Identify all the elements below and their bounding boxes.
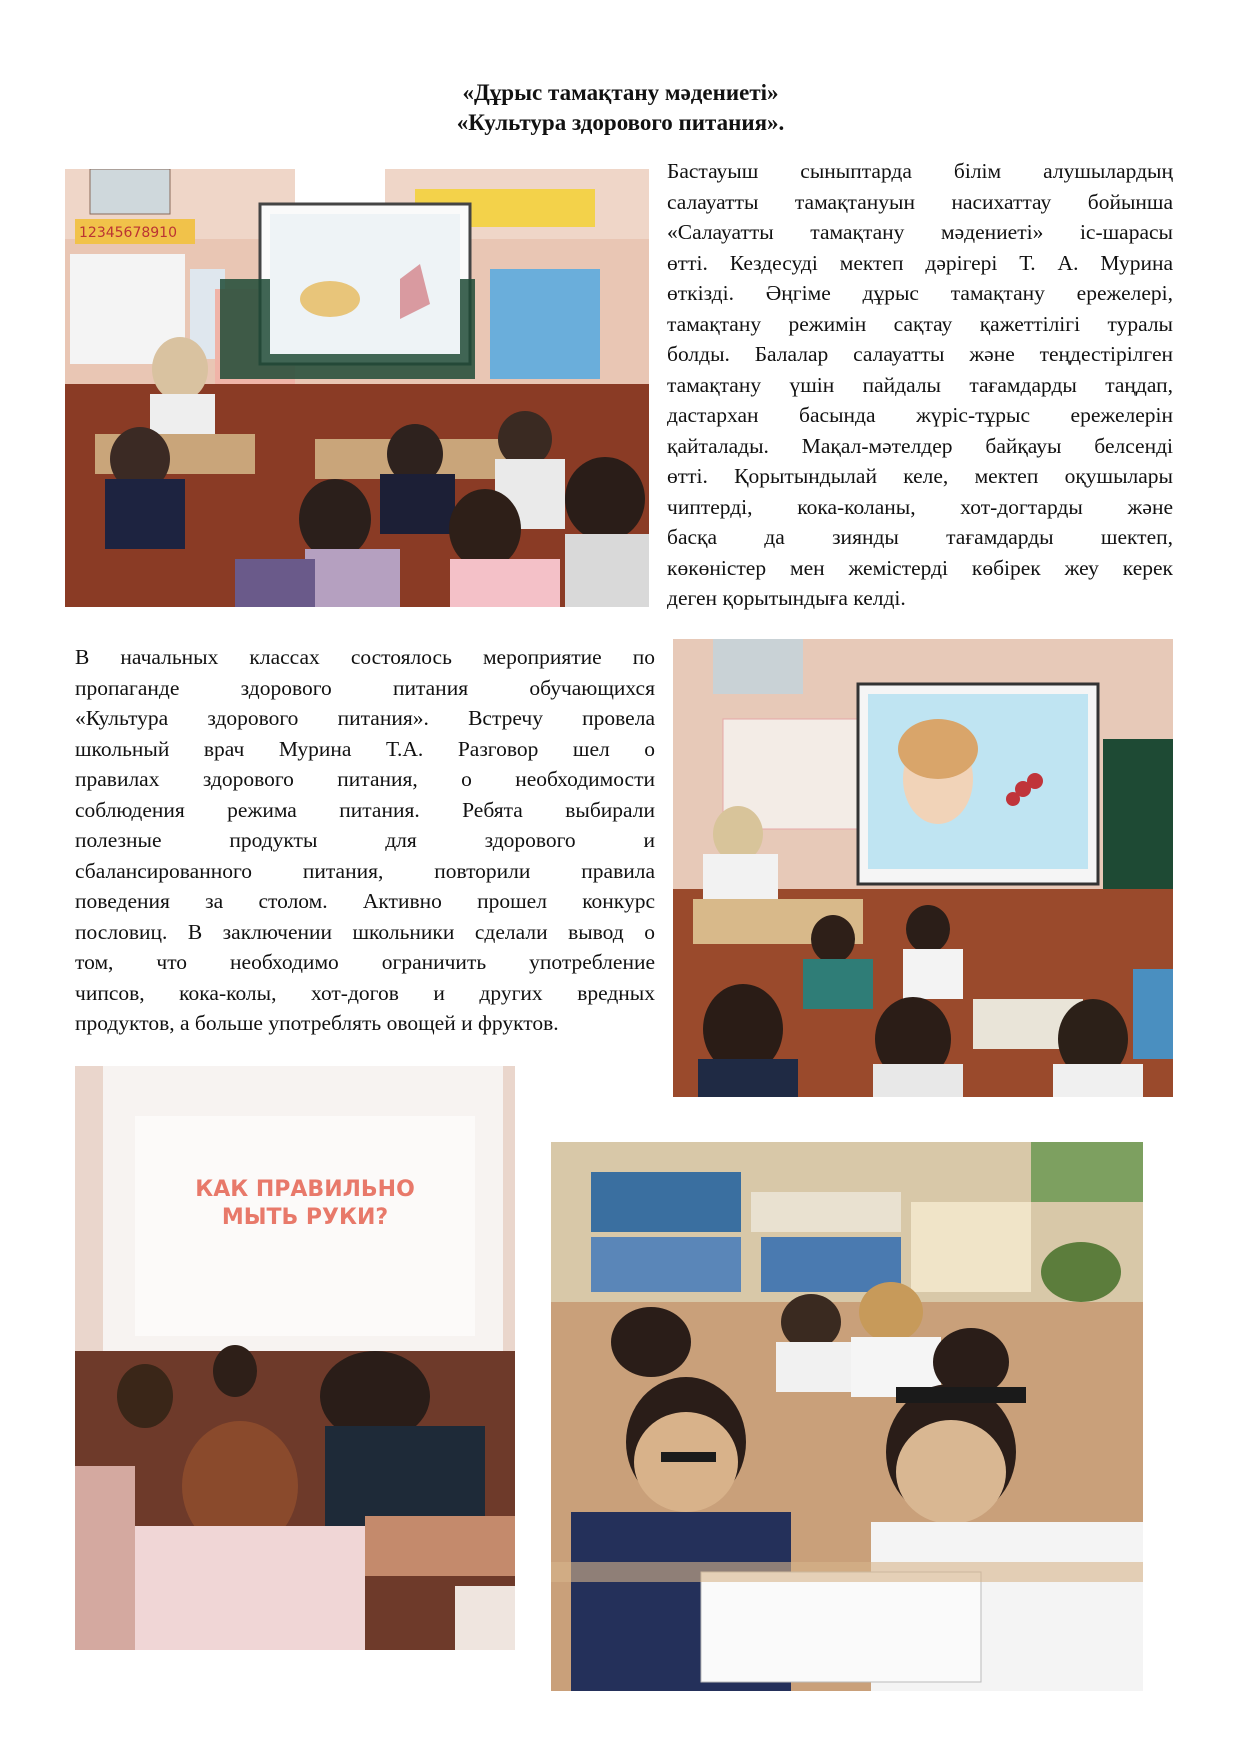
kazakh-paragraph: Бастауыш сыныптарда білім алушылардың салауатты тамақтануын насихаттау бойынша «Салауатты тамақтану мәдениеті» іс-шарасы өтті. Кездесуді мектеп дәрігері Т. А. Мурина өткізді. Әңгіме дұрыс тамақтану ережелері, тамақтану режимін сақтау қажеттілігі туралы болды. Балалар салауатты және теңдестірілген тамақтану үшін пайдалы тағамдарды таңдап, дастархан басында жүріс-тұрыс ережелерін қайталады. Мақал-мәтелдер байқауы белсенді өтті. Қорытындылай келе, мектеп оқушылары чиптерді, кока-коланы, хот-догтарды және басқа да зиянды тағамдарды шектеп, көкөністер мен жемістерді көбірек жеу керек деген қорытындыға келді. (667, 159, 1173, 610)
page-title (0, 78, 1241, 138)
classroom-photo-1 (65, 169, 649, 607)
classroom-photo-4 (551, 1142, 1143, 1691)
title-russian: «Культура здорового питания». (456, 110, 785, 135)
russian-paragraph: В начальных классах состоялось мероприятие по пропаганде здорового питания обучающихся «Культура здорового питания». Встречу провела школьный врач Мурина Т.А. Разговор шел о правилах здорового питания, о необходимости соблюдения режима питания. Ребята выбирали полезные продукты для здорового и сбалансированного питания, повторили правила поведения за столом. Активно прошел конкурс пословиц. В заключении школьники сделали вывод о том, что необходимо ограничить употребление чипсов, кока-колы, хот-догов и других вредных продуктов, а больше употреблять овощей и фруктов. (75, 645, 655, 1035)
slide-title-line2: МЫТЬ РУКИ? (221, 1205, 389, 1230)
wall-number-strip: 12345678910 (79, 225, 177, 241)
classroom-photo-2 (673, 639, 1173, 1097)
title-kazakh: «Дұрыс тамақтану мәдениеті» (462, 80, 779, 105)
classroom-photo-3 (75, 1066, 515, 1650)
slide-title-line1: КАК ПРАВИЛЬНО (195, 1177, 415, 1202)
